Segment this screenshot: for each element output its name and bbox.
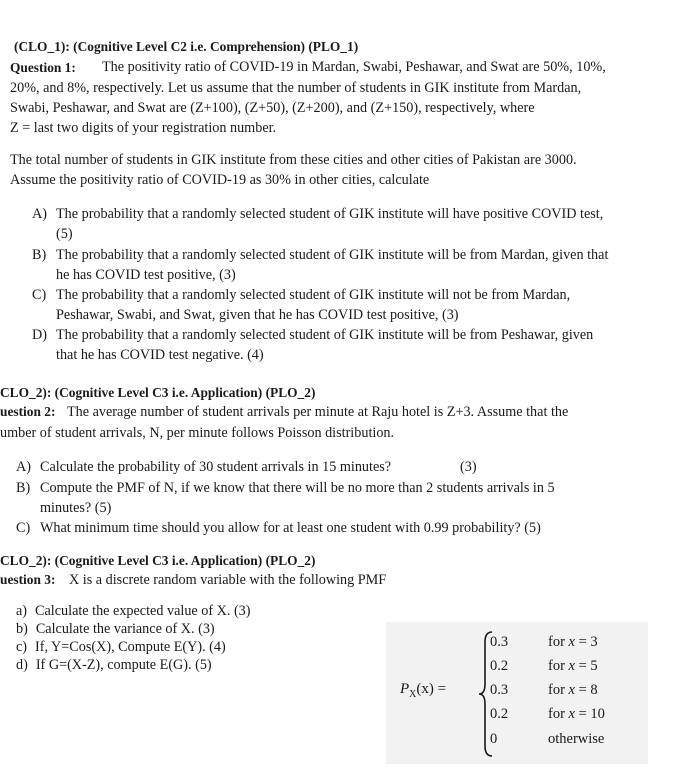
item-text-line: The probability that a randomly selected student of GIK institute will have positive COVID test, (56, 206, 604, 222)
q2-statement-line-2: umber of student arrivals, N, per minute follows Poisson distribution. (0, 425, 395, 441)
item-marker: a) (16, 603, 28, 619)
item-marker: B) (16, 480, 31, 496)
item-marker: D) (32, 327, 47, 343)
q1-statement-line-2: 20%, and 8%, respectively. Let us assume that the number of students in GIK institute from Mardan, (10, 80, 582, 96)
pmf-condition: for x = 3 (548, 634, 598, 650)
item-text-line: The probability that a randomly selected student of GIK institute will be from Mardan, given that (56, 247, 609, 263)
item-marker: B) (32, 247, 47, 263)
item-text-line: he has COVID test positive, (3) (56, 267, 236, 283)
q2-header: CLO_2): (Cognitive Level C3 i.e. Application) (PLO_2) (0, 385, 316, 400)
q3-item-c (16, 637, 226, 657)
item-text: Calculate the variance of X. (3) (35, 621, 215, 637)
pmf-value: 0.2 (490, 706, 509, 722)
pmf-value: 0 (490, 731, 498, 747)
item-text-line: Compute the PMF of N, if we know that there will be no more than 2 students arrivals in 5 (40, 480, 555, 496)
pmf-condition: otherwise (548, 731, 605, 747)
q2-item-a-marks: (3) (460, 459, 477, 475)
item-text-line: that he has COVID test negative. (4) (56, 347, 264, 363)
item-text-line: The probability that a randomly selected student of GIK institute will be from Peshawar, given (56, 327, 594, 343)
item-marker: b) (16, 621, 28, 637)
item-text-line: (5) (56, 226, 73, 242)
item-marker: c) (16, 639, 28, 655)
q1-header: (CLO_1): (Cognitive Level C2 i.e. Comprehension) (PLO_1) (14, 39, 359, 54)
pmf-condition: for x = 10 (548, 706, 605, 722)
item-text-line: Calculate the probability of 30 student arrivals in 15 minutes? (40, 459, 392, 475)
q1-paragraph-line-2: Assume the positivity ratio of COVID-19 as 30% in other cities, calculate (10, 172, 430, 188)
q1-statement-line-3: Swabi, Peshawar, and Swat are (Z+100), (Z+50), (Z+200), and (Z+150), respectively, where (10, 100, 535, 116)
q3-item-a (16, 601, 251, 621)
item-text: Calculate the expected value of X. (3) (35, 603, 251, 619)
item-marker: C) (32, 287, 47, 303)
q1-label: Question 1: (10, 60, 76, 75)
item-text-line: What minimum time should you allow for at least one student with 0.99 probability? (5) (40, 520, 541, 536)
item-marker: A) (32, 206, 47, 222)
pmf-value: 0.2 (490, 658, 509, 674)
item-text: If G=(X-Z), compute E(G). (5) (35, 657, 212, 673)
q3-item-d (16, 655, 212, 675)
pmf-value: 0.3 (490, 682, 509, 698)
q3-label: uestion 3: (0, 572, 56, 587)
q2-label: uestion 2: (0, 404, 56, 419)
item-text-line: The probability that a randomly selected student of GIK institute will not be from Mardan, (56, 287, 571, 303)
q2-statement-line-1: The average number of student arrivals per minute at Raju hotel is Z+3. Assume that the (67, 404, 569, 420)
q3-item-b (16, 619, 215, 639)
q3-statement: X is a discrete random variable with the following PMF (69, 572, 387, 588)
item-text-line: Peshawar, Swabi, and Swat, given that he has COVID test positive, (3) (56, 307, 459, 323)
item-marker: A) (16, 459, 31, 475)
q3-header: CLO_2): (Cognitive Level C3 i.e. Application) (PLO_2) (0, 553, 316, 568)
q1-statement-line-1: The positivity ratio of COVID-19 in Mardan, Swabi, Peshawar, and Swat are 50%, 10%, (102, 59, 606, 75)
pmf-condition: for x = 5 (548, 658, 598, 674)
item-marker: d) (16, 657, 28, 673)
item-marker: C) (16, 520, 31, 536)
pmf-condition: for x = 8 (548, 682, 598, 698)
q1-paragraph-line-1: The total number of students in GIK institute from these cities and other cities of Pakistan are 3000. (10, 152, 577, 168)
item-text-line: minutes? (5) (40, 500, 112, 516)
pmf-func: P (400, 681, 410, 697)
pmf-lhs (400, 681, 446, 700)
item-text: If, Y=Cos(X), Compute E(Y). (4) (35, 639, 226, 655)
pmf-value: 0.3 (490, 634, 509, 650)
q1-statement-line-4: Z = last two digits of your registration number. (10, 120, 277, 136)
pmf-arg: (x) = (416, 681, 447, 697)
pmf-equation (386, 622, 648, 764)
pmf-subscript: X (409, 689, 417, 700)
